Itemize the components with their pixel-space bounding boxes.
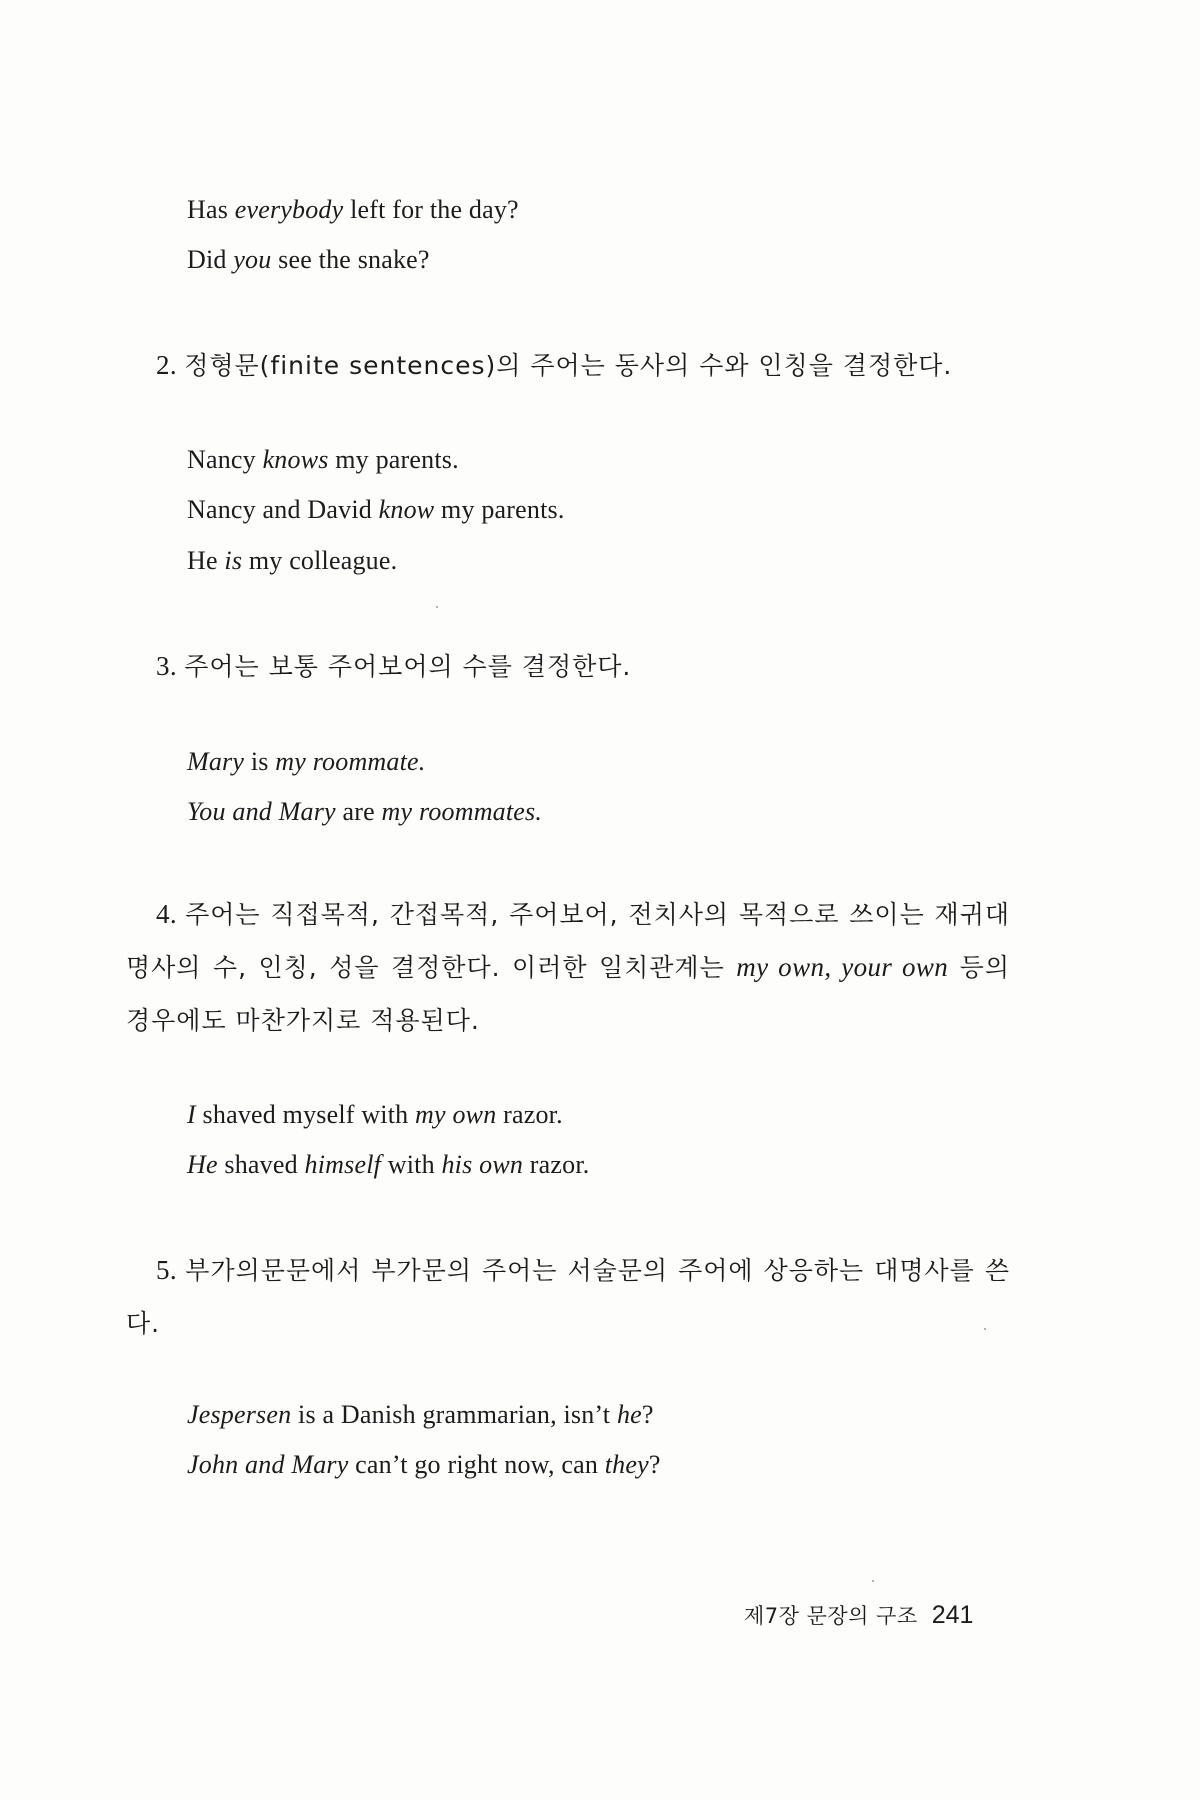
- example-sentence: [187, 244, 430, 276]
- example-sentence: [187, 194, 519, 226]
- example-text: ?: [648, 1450, 661, 1479]
- example-emphasis: Jespersen: [187, 1400, 292, 1429]
- example-text: left for the day?: [343, 195, 519, 224]
- example-text: can’t go right now, can: [348, 1450, 605, 1479]
- example-text: Nancy and David: [187, 495, 379, 524]
- example-emphasis: my roommates.: [381, 797, 543, 826]
- example-emphasis: my own: [415, 1100, 497, 1129]
- example-emphasis: You and Mary: [187, 797, 336, 826]
- example-emphasis: He: [187, 1150, 218, 1179]
- rule-4: [126, 888, 1010, 1047]
- example-emphasis: is: [224, 546, 243, 575]
- example-text: Has: [187, 195, 235, 224]
- rule-2: [156, 347, 952, 384]
- example-emphasis: everybody: [234, 195, 344, 224]
- example-text: ?: [641, 1400, 654, 1429]
- example-emphasis: Mary: [187, 747, 245, 776]
- rule-text: 주어는 보통 주어보어의 수를 결정한다.: [184, 652, 632, 681]
- rule-number: 2.: [156, 350, 178, 380]
- scan-speck: [984, 1328, 986, 1330]
- example-text: see the snake?: [271, 245, 430, 274]
- rule-number: 4.: [156, 899, 178, 929]
- rule-text: 정형문(finite sentences)의 주어는 동사의 수와 인칭을 결정한다.: [184, 351, 953, 380]
- rule-text: 부가의문문에서 부가문의 주어는 서술문의 주어에 상응하는 대명사를 쓴다.: [126, 1256, 1010, 1338]
- example-text: my parents.: [434, 495, 565, 524]
- rule-5: [126, 1244, 1010, 1350]
- example-sentence: [187, 1149, 589, 1181]
- rule-number: 3.: [156, 651, 178, 681]
- example-sentence: [187, 1099, 563, 1131]
- example-emphasis: John and Mary: [187, 1450, 349, 1479]
- example-emphasis: they: [604, 1450, 649, 1479]
- rule-emphasis: your own: [841, 952, 949, 982]
- example-emphasis: you: [233, 245, 272, 274]
- example-sentence: [187, 1399, 654, 1431]
- example-text: Nancy: [187, 445, 263, 474]
- example-emphasis: he: [616, 1400, 642, 1429]
- example-emphasis: I: [187, 1100, 196, 1129]
- example-sentence: [187, 494, 565, 526]
- rule-emphasis: my own,: [736, 952, 832, 982]
- example-text: with: [381, 1150, 442, 1179]
- scan-speck: [436, 606, 438, 608]
- example-text: is a Danish grammarian, isn’t: [291, 1400, 617, 1429]
- example-text: shaved myself with: [195, 1100, 416, 1129]
- running-footer: [744, 1600, 973, 1630]
- example-text: my colleague.: [242, 546, 398, 575]
- rule-text: 주어는 직접목적, 간접목적, 주어보어, 전치사의 목적으로 쓰이는 재귀대명사의 수, 인칭, 성을 결정한다. 이러한 일치관계는: [126, 900, 1010, 982]
- rule-number: 5.: [156, 1255, 178, 1285]
- example-sentence: [187, 1449, 661, 1481]
- example-text: He: [187, 546, 225, 575]
- rule-3: [156, 648, 631, 685]
- example-emphasis: know: [378, 495, 435, 524]
- example-emphasis: my roommate.: [275, 747, 426, 776]
- example-text: razor.: [523, 1150, 590, 1179]
- chapter-title: 제7장 문장의 구조: [744, 1604, 918, 1628]
- page-number: 241: [931, 1601, 974, 1629]
- example-emphasis: himself: [304, 1150, 382, 1179]
- example-sentence: [187, 444, 459, 476]
- example-text: razor.: [496, 1100, 563, 1129]
- example-text: are: [335, 797, 382, 826]
- example-text: my parents.: [328, 445, 459, 474]
- example-text: Did: [187, 245, 234, 274]
- example-sentence: [187, 545, 397, 577]
- rule-text: 등의 경우에도 마찬가지로 적용된다.: [126, 953, 1010, 1035]
- example-text: shaved: [217, 1150, 305, 1179]
- example-emphasis: knows: [262, 445, 329, 474]
- example-emphasis: his own: [441, 1150, 524, 1179]
- example-text: is: [244, 747, 276, 776]
- scan-speck: [872, 1580, 874, 1582]
- example-sentence: [187, 746, 425, 778]
- example-sentence: [187, 796, 542, 828]
